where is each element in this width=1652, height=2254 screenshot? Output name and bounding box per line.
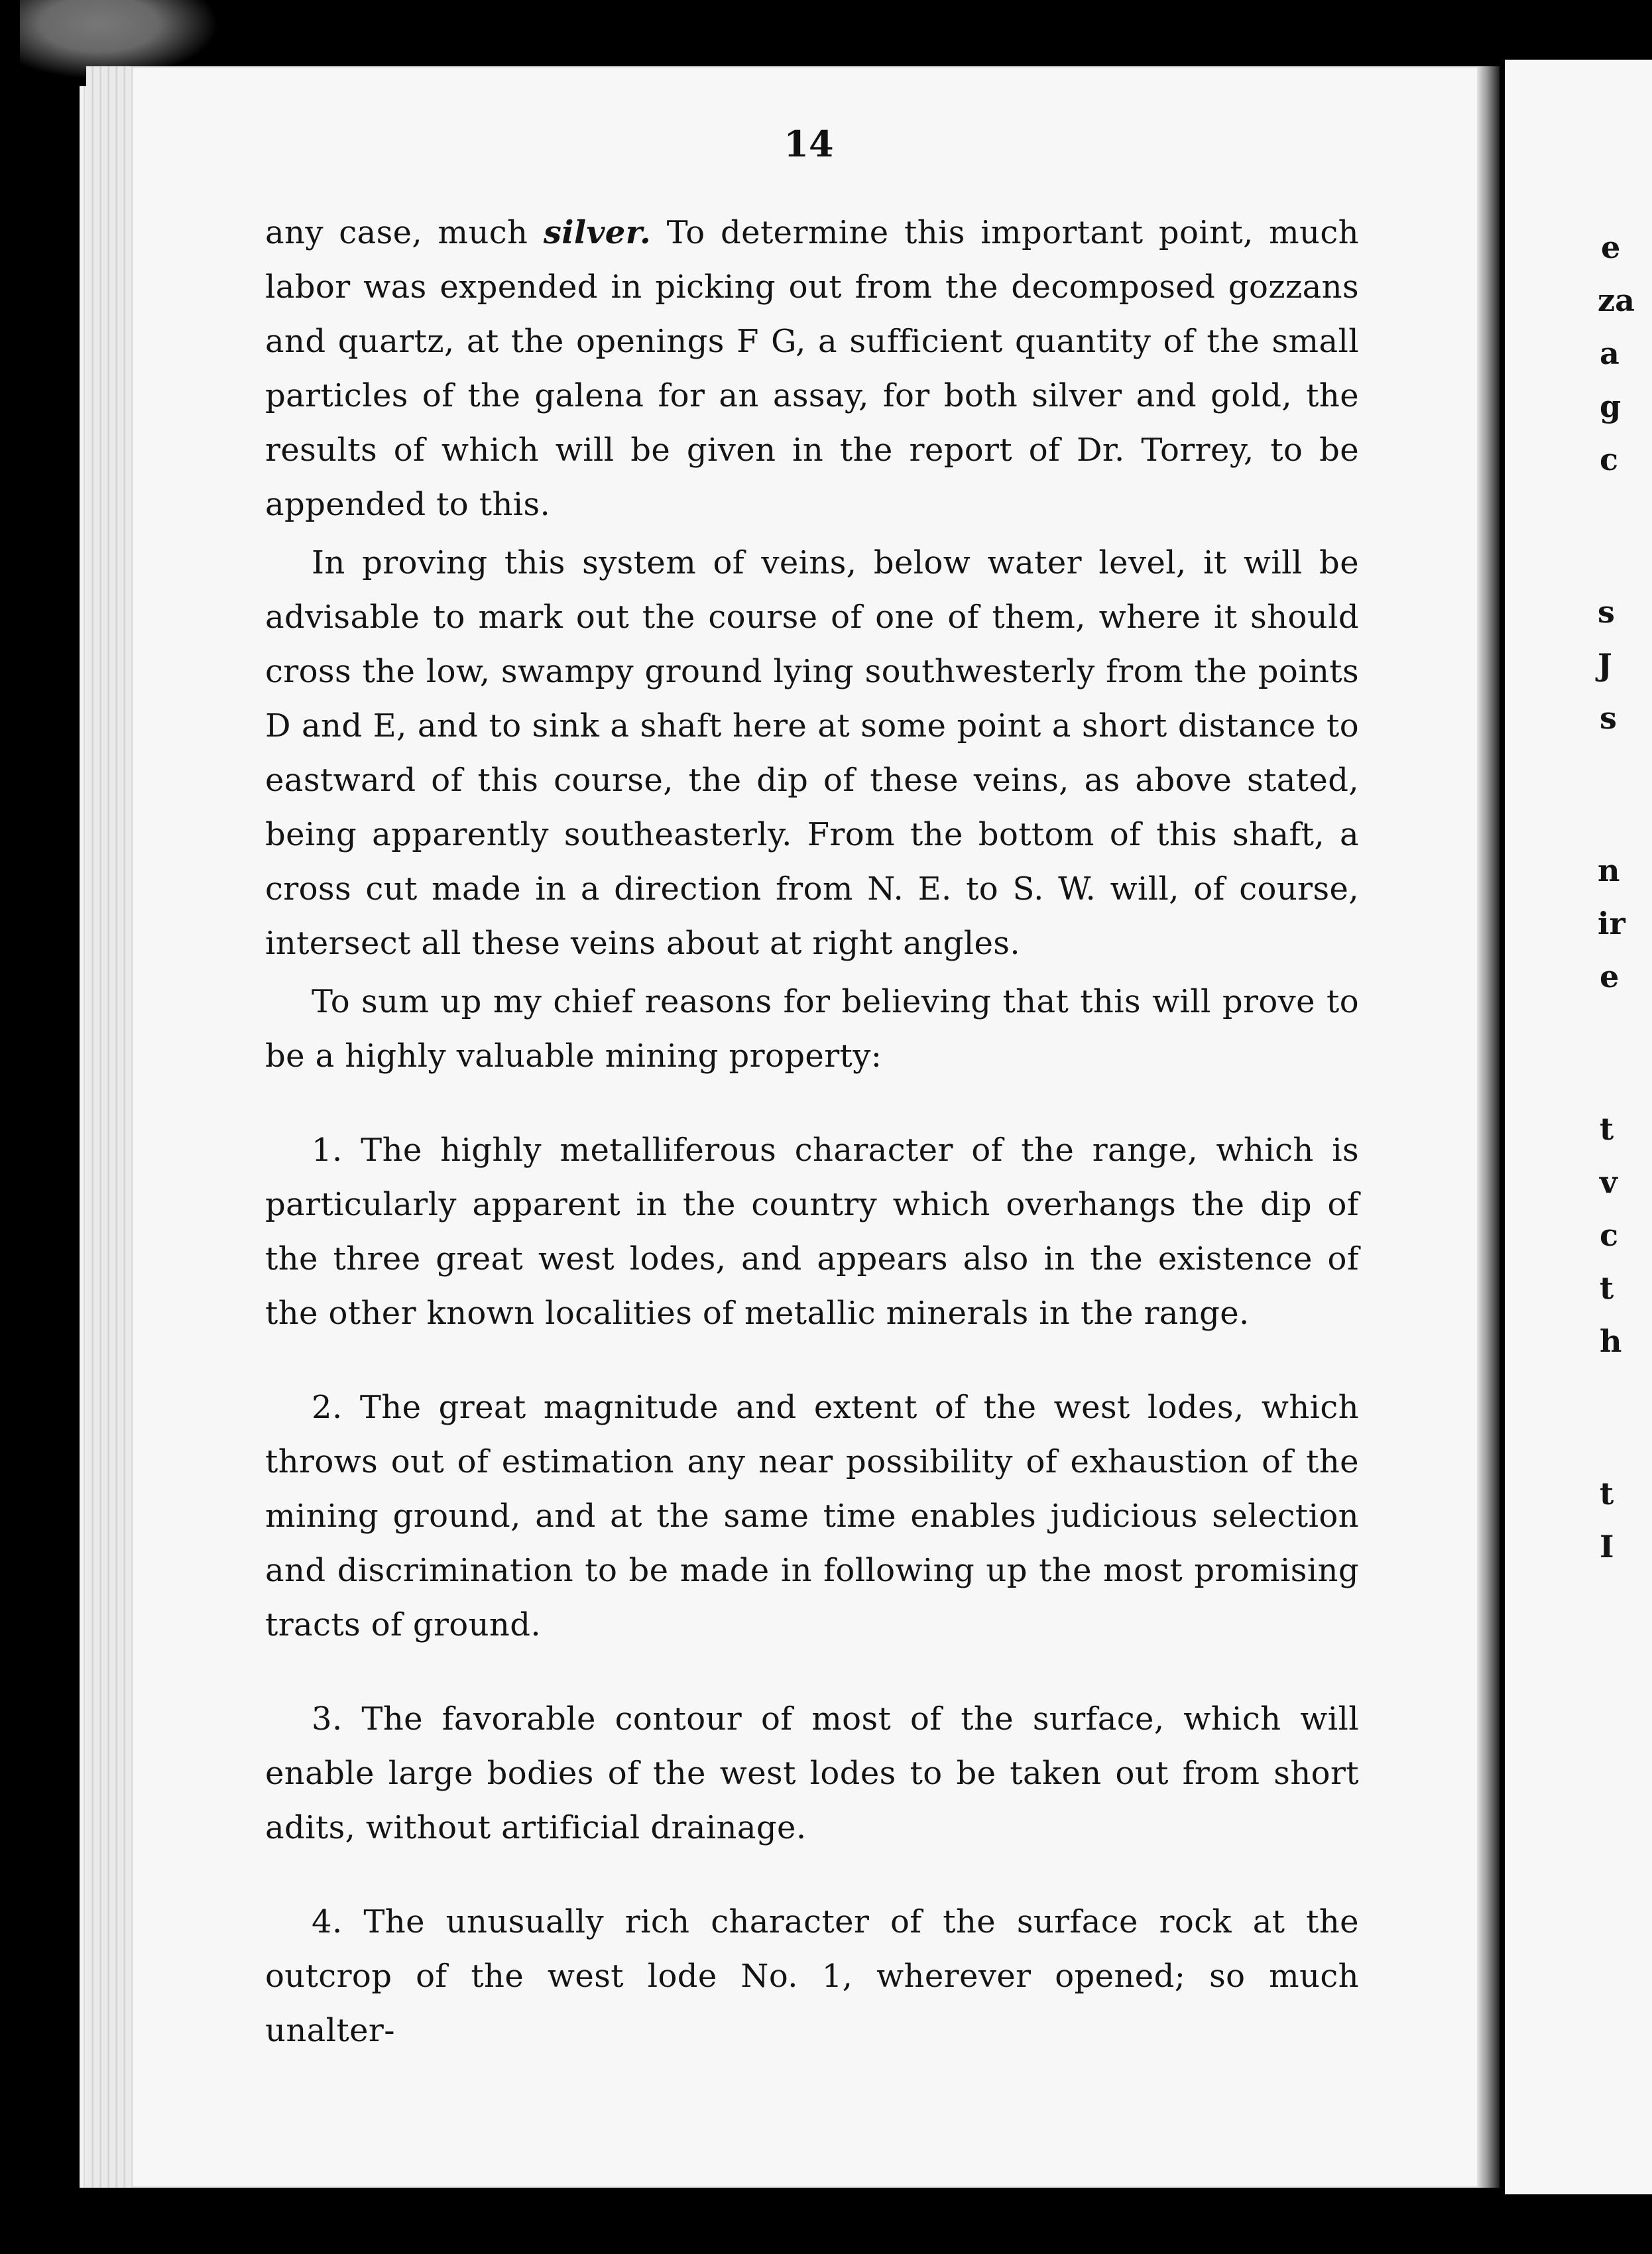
- facing-page: [1505, 60, 1652, 2194]
- page-number: 14: [784, 123, 834, 165]
- paragraph-text: To determine this important point, much labor was expended in picking out from the decomposed gozzans and quartz, at the openings F G, a sufficient quantity of the small particles of the galena for an assay, for both silver and gold, the results of which will be given in the report of Dr. Torrey, to be appended to this.: [265, 214, 1359, 523]
- facing-page-fragment: v: [1600, 1164, 1618, 1200]
- facing-page-fragment: ir: [1598, 906, 1625, 941]
- facing-page-fragment: c: [1600, 442, 1619, 477]
- reason-text: The highly metalliferous character of the range, which is particularly apparent in the country which overhangs the dip of the three great west lodes, and appears also in the existence of the other known localities of metallic minerals in the range.: [265, 1132, 1359, 1332]
- emphasized-word: silver.: [543, 214, 652, 251]
- facing-page-fragment: t: [1600, 1476, 1614, 1512]
- facing-page-fragment: I: [1600, 1529, 1614, 1565]
- reason-number: 4.: [312, 1903, 343, 1940]
- page-body: [265, 206, 1359, 2058]
- facing-page-fragment: t: [1600, 1111, 1614, 1147]
- paragraph: In proving this system of veins, below water level, it will be advisable to mark out the course of one of them, where it should cross the low, swampy ground lying southwesterly from the points D and E, and to sink a shaft here at some point a short distance to eastward of this course, the dip of these veins, as above stated, being apparently southeasterly. From the bottom of this shaft, a cross cut made in a direction from N. E. to S. W. will, of course, intersect all these veins about at right angles.: [265, 544, 1359, 962]
- facing-page-fragment: e: [1601, 229, 1621, 265]
- facing-page-fragment: g: [1600, 388, 1622, 424]
- page-gutter-shadow: [1478, 66, 1500, 2188]
- reason-number: 2.: [312, 1389, 343, 1426]
- facing-page-fragment: za: [1598, 282, 1635, 318]
- paragraph-text: any case, much: [265, 214, 544, 251]
- reason-number: 1.: [312, 1132, 343, 1169]
- reason-number: 3.: [312, 1700, 343, 1738]
- facing-page-fragment: J: [1598, 647, 1612, 683]
- reason-text: The unusually rich character of the surface rock at the outcrop of the west lode No. 1, wherever opened; so much unalter-: [265, 1903, 1359, 2049]
- reason-item: [265, 1895, 1359, 2058]
- facing-page-fragment: e: [1600, 959, 1620, 994]
- reason-item: [265, 1380, 1359, 1652]
- paragraph: [265, 206, 1359, 532]
- reason-text: The great magnitude and extent of the west lodes, which throws out of estimation any near possibility of exhaustion of the mining ground, and at the same time enables judicious selection and discrimination to be made in following up the most promising tracts of ground.: [265, 1389, 1359, 1643]
- facing-page-fragment: n: [1598, 853, 1620, 888]
- reason-item: [265, 1692, 1359, 1855]
- paragraph: To sum up my chief reasons for believing that this will prove to be a highly valuable mining property:: [265, 983, 1359, 1075]
- facing-page-fragment: s: [1600, 700, 1617, 736]
- facing-page-fragment: c: [1600, 1217, 1619, 1253]
- reason-text: The favorable contour of most of the surface, which will enable large bodies of the west lodes to be taken out from short adits, without artificial drainage.: [265, 1700, 1359, 1846]
- reason-item: [265, 1123, 1359, 1340]
- facing-page-fragment: s: [1598, 594, 1615, 630]
- facing-page-fragment: t: [1600, 1270, 1614, 1306]
- facing-page-fragment: a: [1600, 335, 1620, 371]
- facing-page-fragment: h: [1600, 1323, 1622, 1359]
